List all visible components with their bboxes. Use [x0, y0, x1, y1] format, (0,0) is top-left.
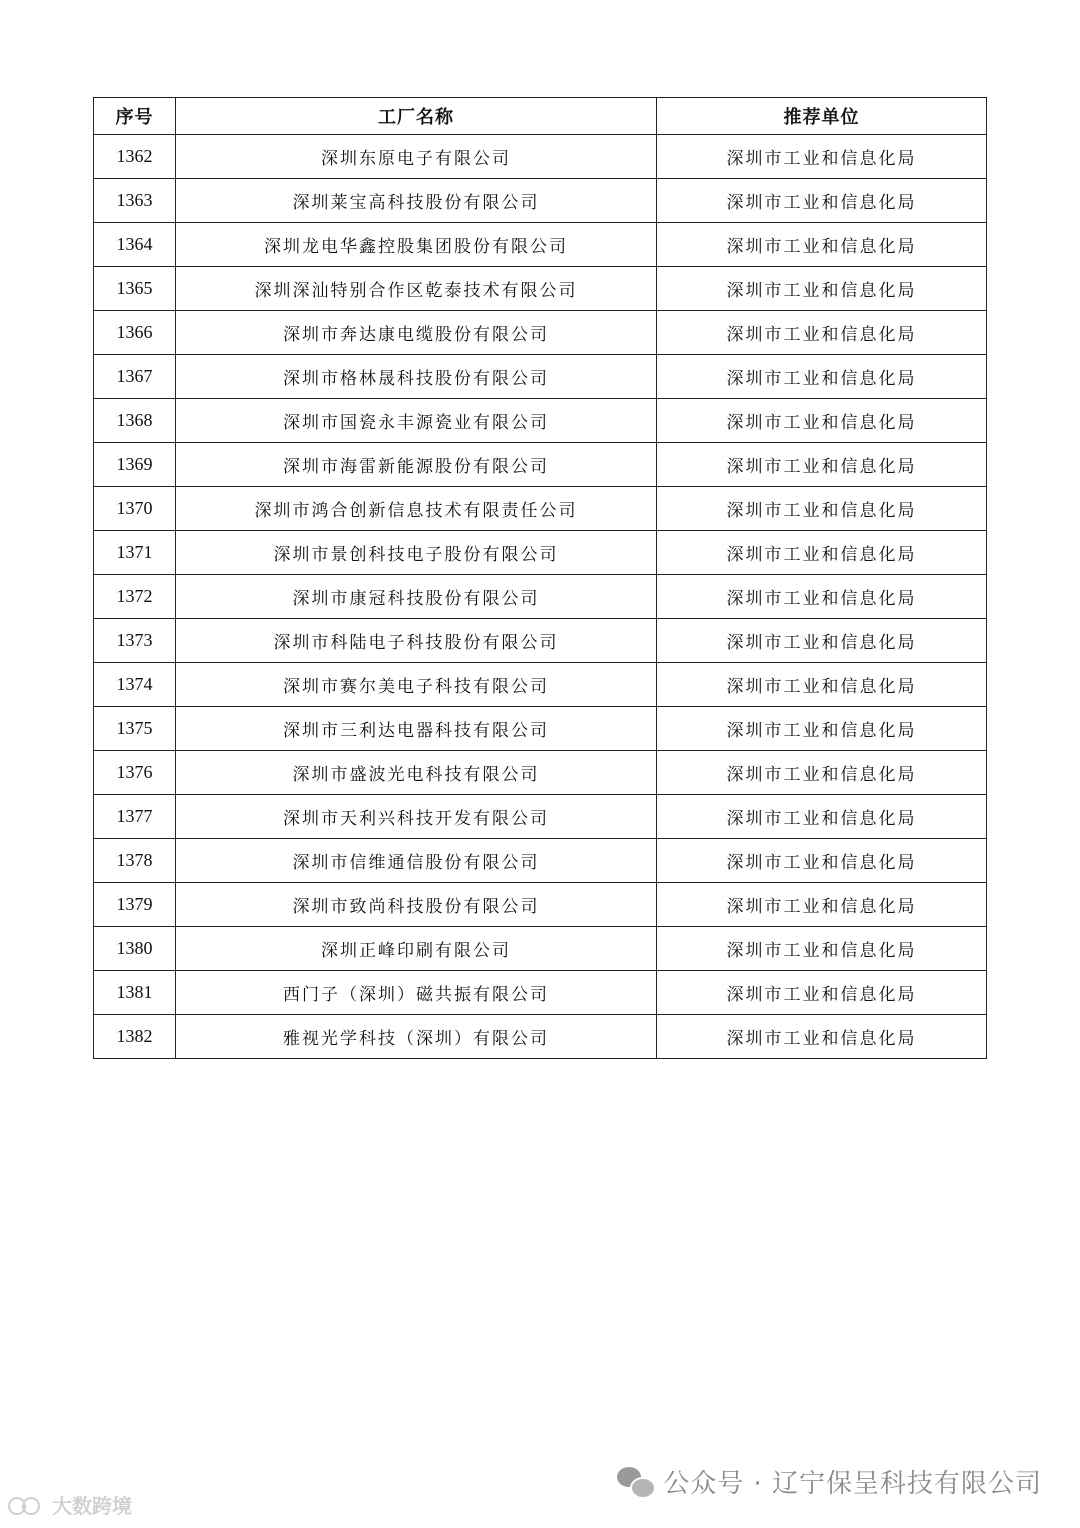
serial-number-cell: 1367: [94, 355, 176, 399]
serial-number-cell: 1374: [94, 663, 176, 707]
factory-name-cell: 深圳市科陆电子科技股份有限公司: [176, 619, 657, 663]
table-row: [94, 1015, 987, 1059]
table-row: [94, 355, 987, 399]
serial-number-cell: 1381: [94, 971, 176, 1015]
table-row: [94, 135, 987, 179]
table-row: [94, 399, 987, 443]
serial-number-cell: 1363: [94, 179, 176, 223]
factory-name-cell: 深圳市赛尔美电子科技有限公司: [176, 663, 657, 707]
table-row: [94, 707, 987, 751]
factory-name-cell: 深圳市奔达康电缆股份有限公司: [176, 311, 657, 355]
serial-number-cell: 1362: [94, 135, 176, 179]
factory-name-cell: 西门子（深圳）磁共振有限公司: [176, 971, 657, 1015]
factory-table-container: [93, 97, 986, 1059]
serial-number-cell: 1377: [94, 795, 176, 839]
table-row: [94, 223, 987, 267]
recommending-unit-cell: 深圳市工业和信息化局: [657, 443, 987, 487]
recommending-unit-cell: 深圳市工业和信息化局: [657, 179, 987, 223]
table-row: [94, 971, 987, 1015]
table-row: [94, 267, 987, 311]
recommending-unit-cell: 深圳市工业和信息化局: [657, 399, 987, 443]
wechat-icon: [617, 1467, 653, 1497]
brand-watermark: [8, 1490, 132, 1519]
factory-name-cell: 深圳市三利达电器科技有限公司: [176, 707, 657, 751]
header-recommending-unit: 推荐单位: [657, 98, 987, 135]
account-watermark-text: 公众号 · 辽宁保呈科技有限公司: [663, 1469, 1042, 1499]
recommending-unit-cell: 深圳市工业和信息化局: [657, 575, 987, 619]
serial-number-cell: 1372: [94, 575, 176, 619]
serial-number-cell: 1368: [94, 399, 176, 443]
table-row: [94, 751, 987, 795]
serial-number-cell: 1366: [94, 311, 176, 355]
table-body: [94, 135, 987, 1059]
factory-name-cell: 深圳莱宝高科技股份有限公司: [176, 179, 657, 223]
table-row: [94, 663, 987, 707]
factory-name-cell: 深圳龙电华鑫控股集团股份有限公司: [176, 223, 657, 267]
recommending-unit-cell: 深圳市工业和信息化局: [657, 619, 987, 663]
serial-number-cell: 1380: [94, 927, 176, 971]
recommending-unit-cell: 深圳市工业和信息化局: [657, 927, 987, 971]
serial-number-cell: 1373: [94, 619, 176, 663]
factory-name-cell: 深圳市景创科技电子股份有限公司: [176, 531, 657, 575]
factory-name-cell: 深圳市天利兴科技开发有限公司: [176, 795, 657, 839]
table-row: [94, 795, 987, 839]
recommending-unit-cell: 深圳市工业和信息化局: [657, 751, 987, 795]
serial-number-cell: 1369: [94, 443, 176, 487]
table-row: [94, 927, 987, 971]
serial-number-cell: 1382: [94, 1015, 176, 1059]
recommending-unit-cell: 深圳市工业和信息化局: [657, 663, 987, 707]
factory-name-cell: 深圳市致尚科技股份有限公司: [176, 883, 657, 927]
recommending-unit-cell: 深圳市工业和信息化局: [657, 883, 987, 927]
factory-name-cell: 深圳市康冠科技股份有限公司: [176, 575, 657, 619]
serial-number-cell: 1364: [94, 223, 176, 267]
recommending-unit-cell: 深圳市工业和信息化局: [657, 1015, 987, 1059]
recommending-unit-cell: 深圳市工业和信息化局: [657, 707, 987, 751]
table-row: [94, 443, 987, 487]
header-serial-number: 序号: [94, 98, 176, 135]
brand-logo-icon: [8, 1494, 48, 1516]
factory-name-cell: 深圳市鸿合创新信息技术有限责任公司: [176, 487, 657, 531]
recommending-unit-cell: 深圳市工业和信息化局: [657, 795, 987, 839]
table-row: [94, 487, 987, 531]
table-header-row: [94, 98, 987, 135]
recommending-unit-cell: 深圳市工业和信息化局: [657, 355, 987, 399]
factory-name-cell: 雅视光学科技（深圳）有限公司: [176, 1015, 657, 1059]
serial-number-cell: 1375: [94, 707, 176, 751]
factory-name-cell: 深圳市盛波光电科技有限公司: [176, 751, 657, 795]
table-row: [94, 883, 987, 927]
brand-watermark-text: 大数跨境: [52, 1494, 132, 1518]
recommending-unit-cell: 深圳市工业和信息化局: [657, 971, 987, 1015]
serial-number-cell: 1371: [94, 531, 176, 575]
recommending-unit-cell: 深圳市工业和信息化局: [657, 267, 987, 311]
factory-name-cell: 深圳东原电子有限公司: [176, 135, 657, 179]
recommending-unit-cell: 深圳市工业和信息化局: [657, 839, 987, 883]
table-row: [94, 531, 987, 575]
header-factory-name: 工厂名称: [176, 98, 657, 135]
table-row: [94, 619, 987, 663]
serial-number-cell: 1378: [94, 839, 176, 883]
recommending-unit-cell: 深圳市工业和信息化局: [657, 531, 987, 575]
factory-name-cell: 深圳市格林晟科技股份有限公司: [176, 355, 657, 399]
table-row: [94, 179, 987, 223]
factory-name-cell: 深圳市海雷新能源股份有限公司: [176, 443, 657, 487]
serial-number-cell: 1376: [94, 751, 176, 795]
table-row: [94, 311, 987, 355]
table-row: [94, 839, 987, 883]
factory-table: [93, 97, 987, 1059]
recommending-unit-cell: 深圳市工业和信息化局: [657, 487, 987, 531]
serial-number-cell: 1365: [94, 267, 176, 311]
serial-number-cell: 1370: [94, 487, 176, 531]
recommending-unit-cell: 深圳市工业和信息化局: [657, 311, 987, 355]
account-watermark: [617, 1463, 1042, 1500]
recommending-unit-cell: 深圳市工业和信息化局: [657, 223, 987, 267]
factory-name-cell: 深圳正峰印刷有限公司: [176, 927, 657, 971]
table-row: [94, 575, 987, 619]
recommending-unit-cell: 深圳市工业和信息化局: [657, 135, 987, 179]
factory-name-cell: 深圳深汕特别合作区乾泰技术有限公司: [176, 267, 657, 311]
factory-name-cell: 深圳市国瓷永丰源瓷业有限公司: [176, 399, 657, 443]
factory-name-cell: 深圳市信维通信股份有限公司: [176, 839, 657, 883]
serial-number-cell: 1379: [94, 883, 176, 927]
